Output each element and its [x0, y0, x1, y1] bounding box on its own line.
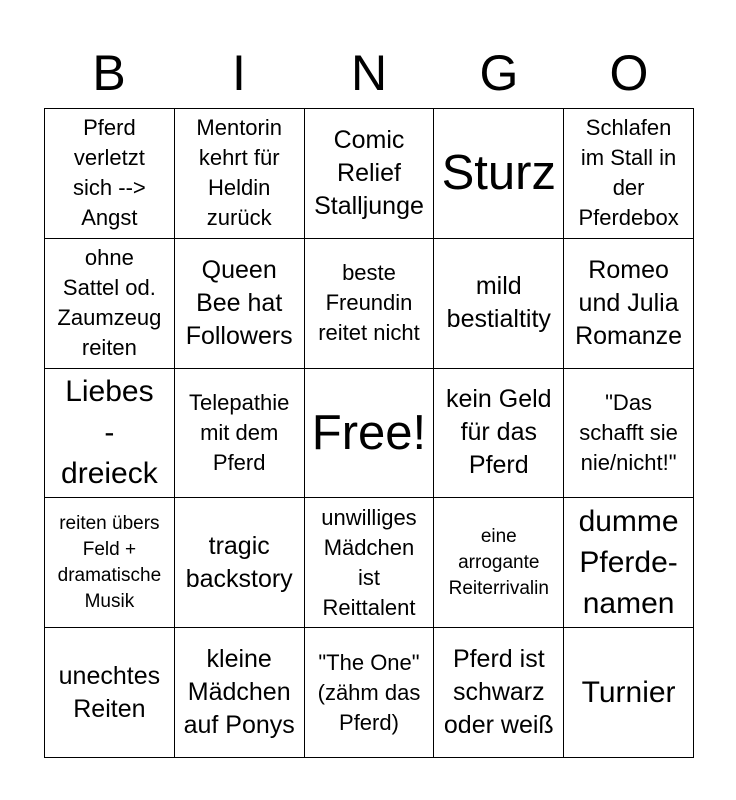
cell-text: "Das schafft sie nie/nicht!"	[579, 389, 678, 475]
cell-text: Romeo und Julia Romanze	[575, 255, 683, 350]
cell-text: kein Geld für das Pferd	[445, 385, 552, 480]
bingo-cell-r5c2[interactable]	[175, 628, 305, 758]
bingo-cell-r2c2[interactable]	[175, 239, 305, 369]
bingo-cell-r4c3[interactable]	[305, 498, 435, 628]
bingo-cell-r1c1[interactable]	[45, 109, 175, 239]
cell-text: Pferd ist schwarz oder weiß	[443, 645, 554, 740]
bingo-cell-r5c1[interactable]	[45, 628, 175, 758]
bingo-cell-r2c4[interactable]	[434, 239, 564, 369]
cell-text: Mentorin kehrt für Heldin zurück	[196, 115, 282, 231]
bingo-cell-r5c3[interactable]	[305, 628, 435, 758]
cell-text: Turnier	[581, 676, 676, 710]
bingo-cell-r3c4[interactable]	[434, 369, 564, 499]
cell-text: Schlafen im Stall in der Pferdebox	[578, 115, 679, 231]
cell-text: reiten übers Feld + dramatische Musik	[57, 512, 162, 612]
header-letter-o: O	[609, 45, 649, 101]
cell-text: eine arrogante Reiterrivalin	[448, 525, 549, 599]
cell-text: unechtes Reiten	[58, 661, 161, 723]
bingo-cell-free[interactable]	[305, 369, 435, 499]
bingo-cell-r5c4[interactable]	[434, 628, 564, 758]
header-letter-g: G	[479, 45, 519, 101]
header-letter-i: I	[232, 45, 246, 101]
bingo-cell-r3c5[interactable]	[564, 369, 694, 499]
cell-text: tragic backstory	[185, 531, 293, 593]
bingo-cell-r1c5[interactable]	[564, 109, 694, 239]
bingo-cell-r4c4[interactable]	[434, 498, 564, 628]
bingo-cell-r1c2[interactable]	[175, 109, 305, 239]
bingo-cell-r1c3[interactable]	[305, 109, 435, 239]
bingo-cell-r2c1[interactable]	[45, 239, 175, 369]
cell-text: Free!	[311, 405, 427, 460]
cell-text: "The One" (zähm das Pferd)	[317, 649, 421, 735]
header-letter-n: N	[350, 45, 388, 101]
cell-text: Sturz	[441, 146, 556, 201]
cell-text: mild bestialtity	[446, 272, 551, 334]
cell-text: Pferd verletzt sich --> Angst	[73, 115, 146, 231]
cell-text: kleine Mädchen auf Ponys	[183, 645, 295, 740]
cell-text: Comic Relief Stalljunge	[314, 125, 424, 220]
bingo-cell-r4c1[interactable]	[45, 498, 175, 628]
header-letter-b: B	[92, 45, 126, 101]
bingo-card	[44, 108, 694, 758]
cell-text: beste Freundin reitet nicht	[318, 260, 420, 346]
cell-text: Telepathie mit dem Pferd	[189, 389, 290, 475]
cell-text: dumme Pferde- namen	[578, 505, 679, 621]
bingo-cell-r4c2[interactable]	[175, 498, 305, 628]
cell-text: unwilliges Mädchen ist Reittalent	[321, 504, 417, 620]
cell-text: Liebes - dreieck	[61, 375, 158, 491]
bingo-cell-r2c5[interactable]	[564, 239, 694, 369]
bingo-cell-r3c2[interactable]	[175, 369, 305, 499]
bingo-cell-r3c1[interactable]	[45, 369, 175, 499]
cell-text: ohne Sattel od. Zaumzeug reiten	[57, 245, 162, 361]
bingo-cell-r5c5[interactable]	[564, 628, 694, 758]
bingo-cell-r1c4[interactable]	[434, 109, 564, 239]
cell-text: Queen Bee hat Followers	[185, 255, 293, 350]
bingo-cell-r2c3[interactable]	[305, 239, 435, 369]
bingo-header	[44, 42, 694, 104]
bingo-cell-r4c5[interactable]	[564, 498, 694, 628]
